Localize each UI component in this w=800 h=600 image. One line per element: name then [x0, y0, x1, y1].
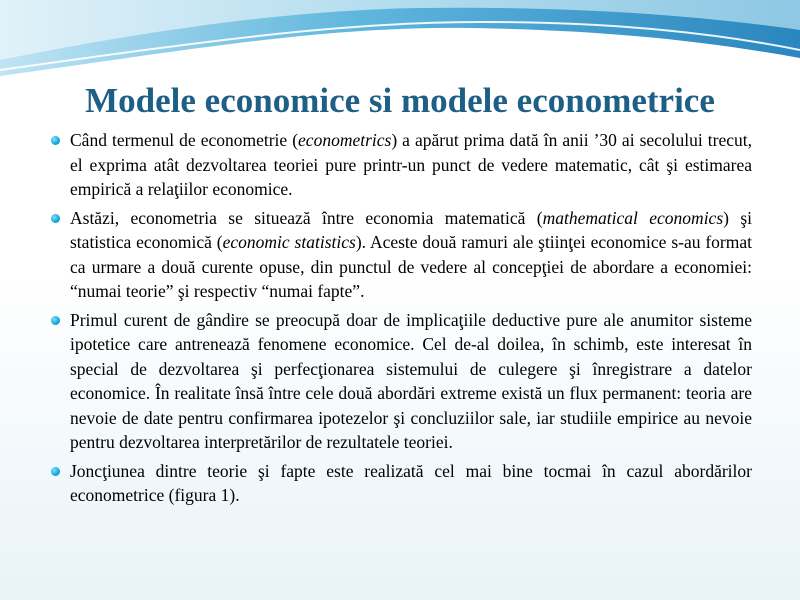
bullet-dot-icon [51, 467, 60, 476]
bullet-dot-icon [51, 136, 60, 145]
bullet-paragraph [70, 459, 752, 508]
bullet-paragraph [70, 308, 752, 455]
bullet-text: ) şi statistica economică ( [70, 207, 753, 252]
bullet-text: Astăzi, econometria se situează între economia matematică ( [70, 207, 543, 228]
italic-term: mathematical economics [542, 207, 724, 228]
bullet-dot-icon [51, 214, 60, 223]
bullet-text: ) a apărut prima dată în anii ’30 ai secolului trecut, el exprima atât dezvoltarea teoriei pure printr-un punct de vedere matematic, cât şi estimarea empirică a relaţiilor economice. [70, 130, 752, 199]
bullet-paragraph [70, 128, 752, 202]
slide-title: Modele economice si modele econometrice [85, 81, 715, 120]
bullet-text: Joncţiunea dintre teorie şi fapte este realizată cel mai bine tocmai în cazul abordărilor econometrice (figura 1). [70, 460, 752, 505]
italic-term: economic statistics [222, 232, 356, 252]
italic-term: econometrics [298, 130, 392, 150]
bullet-text: ). Aceste două ramuri ale ştiinţei economice s-au format ca urmare a două curente opuse, din punctul de vedere al concepţiei de abordare a economiei: “numai teorie” şi respectiv “numai fapte”. [70, 232, 753, 301]
bullet-dot-icon [51, 316, 60, 325]
bullet-paragraph [70, 206, 752, 304]
bullet-text: Primul curent de gândire se preocupă doar de implicaţiile deductive pure ale anumitor sisteme ipotetice care antrenează fenomene economice. Cel de-al doilea, în schimb, este interesat în special de dezvoltarea şi perfecţionarea sistemului de culegere şi înregistrare a datelor economice. În realitate însă între cele două abordări extreme există un flux permanent: teoria are nevoie de date pentru confirmarea ipotezelor şi concluziilor sale, iar studiile empirice au nevoie pentru dezvoltarea interpretărilor de rezultatele teoriei. [70, 309, 752, 452]
header-wave-decoration [0, 0, 800, 90]
bullet-list [52, 128, 752, 512]
bullet-text: Când termenul de econometrie ( [70, 130, 299, 150]
